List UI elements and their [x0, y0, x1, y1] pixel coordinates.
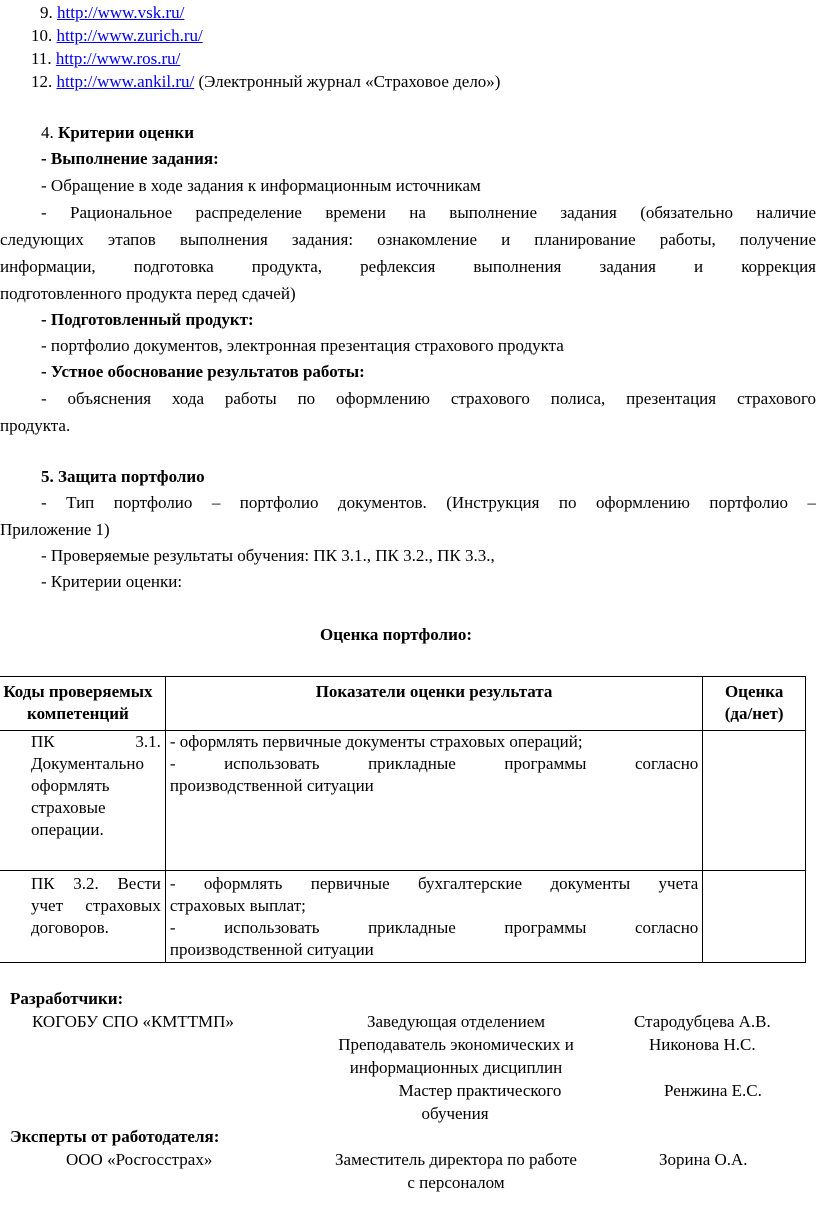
row1-indicator2-line1: - использовать прикладные программы согласно: [169, 754, 699, 773]
row1-code-line1: ПК 3.1.: [31, 732, 161, 751]
portfolio-type-line1: - Тип портфолио – портфолио документов. (Инструкция по оформлению портфолио –: [41, 493, 816, 512]
task-heading: - Выполнение задания:: [41, 149, 219, 168]
header-grade: [703, 677, 806, 731]
criteria-heading: [41, 120, 194, 146]
table-row: [0, 871, 806, 963]
oral-item-line1: - объяснения хода работы по оформлению страхового полиса, презентация страхового: [41, 389, 816, 408]
section-number: 4.: [41, 123, 54, 142]
portfolio-criteria: - Критерии оценки:: [41, 572, 183, 591]
header-grade-line2: (да/нет): [724, 704, 784, 723]
link-number: 12.: [31, 72, 53, 91]
experts-heading: Эксперты от работодателя:: [10, 1127, 220, 1146]
portfolio-table: [0, 676, 806, 963]
row2-indicator2-line2: производственной ситуации: [169, 940, 374, 959]
table-title: Оценка портфолио:: [320, 625, 473, 644]
row1-indicator1: - оформлять первичные документы страховых операций;: [169, 732, 583, 751]
header-codes: [0, 677, 165, 731]
row2-indicators: [165, 871, 702, 963]
link-zurich[interactable]: http://www.zurich.ru/: [56, 26, 203, 45]
developers-heading: Разработчики:: [10, 989, 124, 1008]
developer-name-1: Стародубцева А.В.: [634, 1012, 771, 1031]
oral-item-line2: продукта.: [0, 416, 71, 435]
developer-role-3-line1: Мастер практического: [398, 1081, 562, 1100]
task-item-time-line3: информации, подготовка продукта, рефлексия выполнения задания и коррекция: [0, 257, 816, 276]
expert-role-line1: Заместитель директора по работе: [335, 1150, 577, 1169]
expert-name: Зорина О.А.: [659, 1150, 748, 1169]
row1-grade[interactable]: [703, 731, 806, 871]
expert-role-line2: с персоналом: [407, 1173, 505, 1192]
header-codes-line2: компетенций: [27, 704, 129, 723]
header-indicators-text: Показатели оценки результата: [315, 682, 553, 701]
table-header-row: [0, 677, 806, 731]
developers-org: КОГОБУ СПО «КМТТМП»: [32, 1012, 234, 1031]
oral-heading: - Устное обоснование результатов работы:: [41, 362, 365, 381]
row1-code: [0, 731, 165, 871]
link-item-12: [31, 69, 500, 95]
row2-code-line3: договоров.: [31, 918, 109, 937]
task-item-time-line4: подготовленного продукта перед сдачей): [0, 284, 296, 303]
portfolio-type-line2: Приложение 1): [0, 520, 110, 539]
row1-code-line3: оформлять: [31, 776, 110, 795]
link-vsk[interactable]: http://www.vsk.ru/: [57, 3, 185, 22]
task-item-time-line2: следующих этапов выполнения задания: ознакомление и планирование работы, получение: [0, 230, 816, 249]
row2-indicator1-line2: страховых выплат;: [169, 896, 306, 915]
product-heading: - Подготовленный продукт:: [41, 310, 254, 329]
row2-indicator1-line1: - оформлять первичные бухгалтерские документы учета: [169, 874, 699, 893]
link-number: 11.: [31, 49, 52, 68]
link-ankil[interactable]: http://www.ankil.ru/: [56, 72, 195, 91]
header-indicators: [165, 677, 702, 731]
developer-role-2-line2: информационных дисциплин: [349, 1058, 563, 1077]
table-row: [0, 731, 806, 871]
experts-org: ООО «Росгосстрах»: [66, 1150, 213, 1169]
portfolio-heading: 5. Защита портфолио: [41, 467, 205, 486]
row1-indicator2-line2: производственной ситуации: [169, 776, 374, 795]
developer-role-2-line1: Преподаватель экономических и: [338, 1035, 574, 1054]
row1-code-line4: страховые: [31, 798, 106, 817]
link-ros[interactable]: http://www.ros.ru/: [55, 49, 181, 68]
row1-indicators: [165, 731, 702, 871]
row2-grade[interactable]: [703, 871, 806, 963]
row1-code-line5: операции.: [31, 820, 104, 839]
row1-code-line2: Документально: [31, 754, 144, 773]
developer-role-3-line2: обучения: [421, 1104, 489, 1123]
row2-indicator2-line1: - использовать прикладные программы согласно: [169, 918, 699, 937]
task-item-sources: - Обращение в ходе задания к информационным источникам: [41, 176, 481, 195]
developer-role-1: Заведующая отделением: [366, 1012, 546, 1031]
link-number: 9.: [40, 3, 53, 22]
row2-code: [0, 871, 165, 963]
link-number: 10.: [31, 26, 53, 45]
portfolio-results: - Проверяемые результаты обучения: ПК 3.1., ПК 3.2., ПК 3.3.,: [41, 546, 495, 565]
header-codes-line1: Коды проверяемых: [3, 682, 153, 701]
row2-code-line1: ПК 3.2. Вести: [31, 874, 161, 893]
section-title: Критерии оценки: [58, 123, 194, 142]
link-note: (Электронный журнал «Страховое дело»): [198, 72, 501, 91]
header-grade-line1: Оценка: [724, 682, 784, 701]
developer-name-3: Ренжина Е.С.: [664, 1081, 762, 1100]
developer-name-2: Никонова Н.С.: [649, 1035, 756, 1054]
row2-code-line2: учет страховых: [31, 896, 161, 915]
product-item: - портфолио документов, электронная презентация страхового продукта: [41, 336, 564, 355]
task-item-time-line1: - Рациональное распределение времени на выполнение задания (обязательно наличие: [41, 203, 816, 222]
